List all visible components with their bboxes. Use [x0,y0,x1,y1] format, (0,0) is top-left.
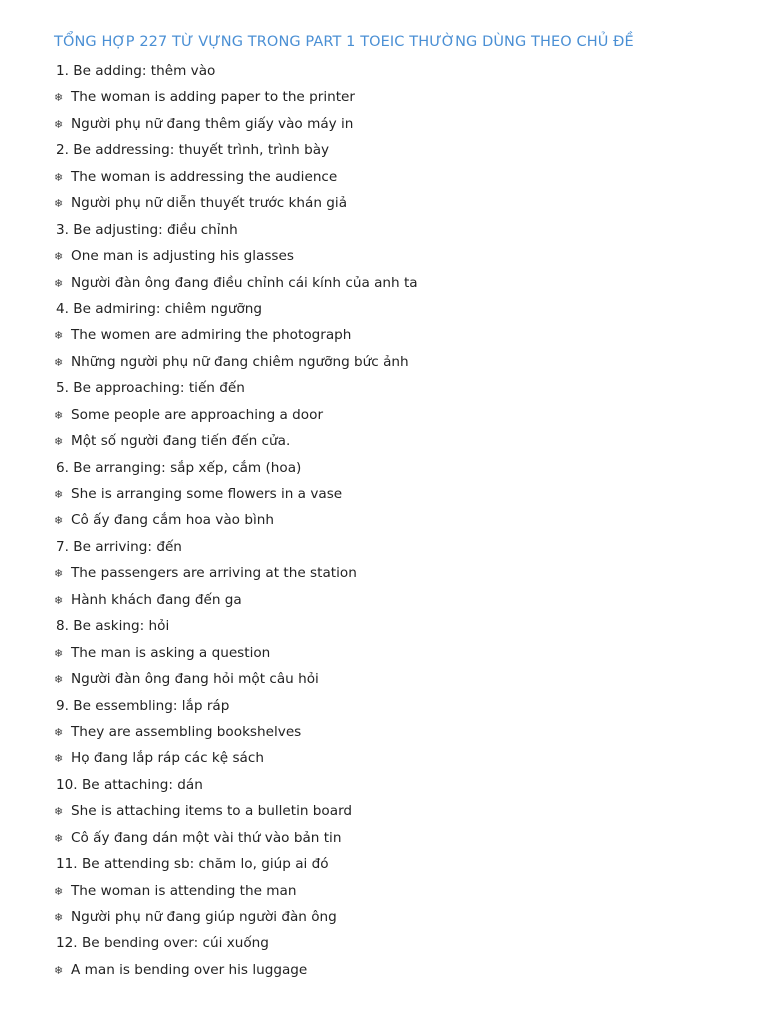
snowflake-bullet-icon: ❄ [54,117,64,131]
snowflake-bullet-icon: ❄ [54,646,64,660]
line-text: 9. Be essembling: lắp ráp [56,697,230,714]
line-text: Cô ấy đang cắm hoa vào bình [71,512,274,529]
line-text: 2. Be addressing: thuyết trình, trình bày [56,142,330,159]
snowflake-bullet-icon: ❄ [54,805,64,819]
line-text: Người phụ nữ đang giúp người đàn ông [71,909,337,925]
example-line [54,243,754,269]
vocab-heading [54,375,754,401]
example-line [54,349,754,375]
example-line [54,878,754,904]
snowflake-bullet-icon: ❄ [54,963,64,977]
line-text: One man is adjusting his glasses [71,248,294,265]
snowflake-bullet-icon: ❄ [54,276,64,290]
vocab-heading [54,693,754,719]
line-text: The woman is adding paper to the printer [71,89,356,106]
example-line [54,402,754,428]
snowflake-bullet-icon: ❄ [54,831,64,845]
example-line [54,957,754,983]
snowflake-bullet-icon: ❄ [54,884,64,898]
line-text: They are assembling bookshelves [71,723,302,740]
snowflake-bullet-icon: ❄ [54,593,64,607]
vocab-heading [54,613,754,639]
example-line [54,428,754,454]
line-text: Họ đang lắp ráp các kệ sách [71,750,264,767]
vocabulary-list [54,58,754,983]
line-text: Cô ấy đang dán một vài thứ vào bản tin [71,829,342,846]
example-line [54,481,754,507]
line-text: 6. Be arranging: sắp xếp, cắm (hoa) [56,459,302,476]
example-line [54,798,754,824]
snowflake-bullet-icon: ❄ [54,408,64,422]
vocab-heading [54,930,754,956]
example-line [54,190,754,216]
example-line [54,904,754,930]
example-line [54,587,754,613]
example-line [54,640,754,666]
snowflake-bullet-icon: ❄ [54,514,64,528]
example-line [54,745,754,771]
line-text: The woman is addressing the audience [71,168,338,185]
snowflake-bullet-icon: ❄ [54,91,64,105]
snowflake-bullet-icon: ❄ [54,911,64,924]
example-line [54,825,754,851]
snowflake-bullet-icon: ❄ [54,250,64,264]
line-text: She is arranging some flowers in a vase [71,486,343,502]
vocab-heading [54,851,754,877]
line-text: 12. Be bending over: cúi xuống [56,935,269,952]
snowflake-bullet-icon: ❄ [54,197,64,211]
example-line [54,560,754,586]
line-text: Người đàn ông đang điều chỉnh cái kính của anh ta [71,274,418,291]
line-text: 8. Be asking: hỏi [56,618,170,635]
snowflake-bullet-icon: ❄ [54,752,64,766]
line-text: Người đàn ông đang hỏi một câu hỏi [71,671,319,688]
snowflake-bullet-icon: ❄ [54,725,64,739]
line-text: She is attaching items to a bulletin board [71,803,353,820]
example-line [54,84,754,110]
line-text: The passengers are arriving at the station [71,565,357,582]
vocab-heading [54,455,754,481]
line-text: Người phụ nữ diễn thuyết trước khán giả [71,195,348,212]
example-line [54,507,754,533]
line-text: The women are admiring the photograph [71,327,352,344]
line-text: 4. Be admiring: chiêm ngưỡng [56,300,263,317]
line-text: The woman is attending the man [71,882,297,899]
vocab-heading [54,772,754,798]
snowflake-bullet-icon: ❄ [54,673,64,687]
line-text: 5. Be approaching: tiến đến [56,380,245,397]
line-text: 1. Be adding: thêm vào [56,63,216,79]
line-text: 10. Be attaching: dán [56,776,203,793]
line-text: Những người phụ nữ đang chiêm ngưỡng bức ảnh [71,353,409,370]
line-text: Một số người đang tiến đến cửa. [71,433,291,450]
example-line [54,270,754,296]
vocab-heading [54,58,754,84]
line-text: A man is bending over his luggage [71,961,308,978]
snowflake-bullet-icon: ❄ [54,170,64,184]
example-line [54,719,754,745]
snowflake-bullet-icon: ❄ [54,355,64,369]
page-title: TỔNG HỢP 227 TỪ VỰNG TRONG PART 1 TOEIC THƯỜNG DÙNG THEO CHỦ ĐỀ [54,34,634,50]
line-text: 3. Be adjusting: điều chỉnh [56,221,238,238]
example-line [54,164,754,190]
line-text: Người phụ nữ đang thêm giấy vào máy in [71,115,354,132]
snowflake-bullet-icon: ❄ [54,435,64,449]
line-text: 11. Be attending sb: chăm lo, giúp ai đó [56,856,329,873]
line-text: The man is asking a question [71,644,271,661]
snowflake-bullet-icon: ❄ [54,329,64,343]
snowflake-bullet-icon: ❄ [54,567,64,581]
vocab-heading [54,534,754,560]
vocab-heading [54,296,754,322]
example-line [54,666,754,692]
vocab-heading [54,217,754,243]
example-line [54,111,754,137]
example-line [54,322,754,348]
line-text: 7. Be arriving: đến [56,538,182,555]
line-text: Hành khách đang đến ga [71,591,242,608]
snowflake-bullet-icon: ❄ [54,488,64,501]
line-text: Some people are approaching a door [71,406,324,423]
vocab-heading [54,137,754,163]
